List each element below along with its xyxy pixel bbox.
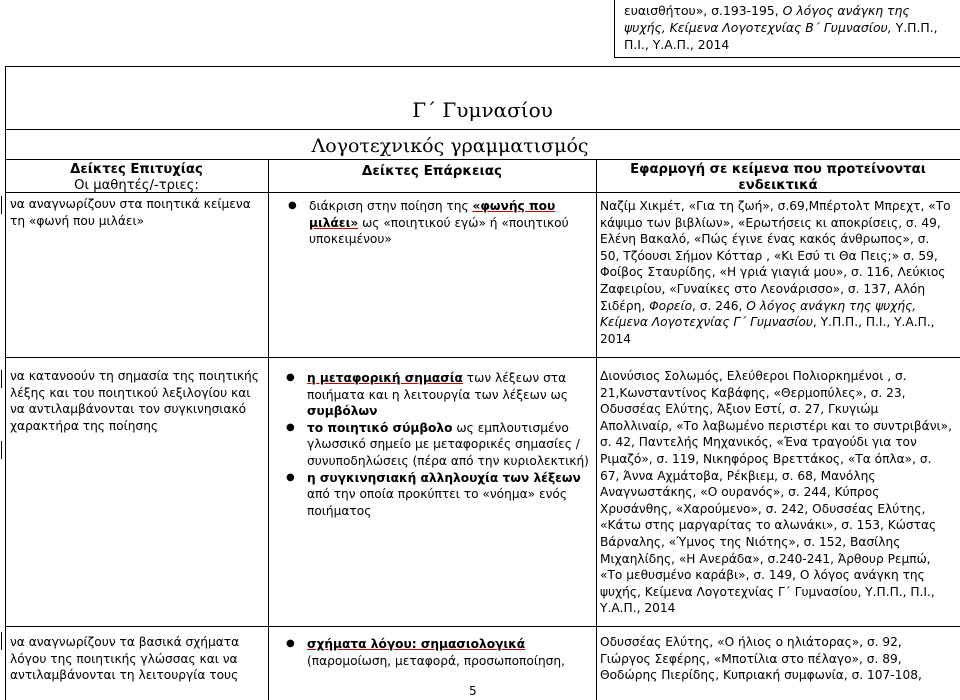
grid-left [5, 160, 6, 700]
grid-col1 [268, 160, 269, 700]
row2-success: να κατανοούν τη σημασία της ποιητικής λέξης και του ποιητικού λεξιλογίου και να αντιλαμβάνονται τον συγκινησιακό χαρακτήρα της ποίησης [10, 369, 259, 433]
row3-bullet: ● σχήματα λόγου: σημασιολογικά (παρομοίωση, μεταφορά, προσωποποίηση, [307, 636, 590, 669]
row2-bullet-2: ● το ποιητικό σύμβολο ως εμπλουτισμένο γλωσσικό σημείο με μεταφορικές σημασίες / συνυποδηλώσεις (πέρα από την κυριολεκτική) [307, 420, 590, 470]
col1-header: Δείκτες Επιτυχίας Οι μαθητές/-τριες: [5, 162, 268, 193]
grid-col2 [596, 160, 597, 700]
row2-bottom [5, 626, 960, 627]
row2-texts: Διονύσιος Σολωμός, Ελεύθεροι Πολιορκημένοι , σ. 21,Κωνσταντίνος Καβάφης, «Θερμοπύλες», σ. 23, Οδυσσέας Ελύτης, Άξιον Εστί, σ. 27, Γκυγιώμ Απολλιναίρ, «Το λαβωμένο περιστέρι και το συντριβάνι», σ. 42, Παντελής Μηχανικός, «Ένα τραγούδι για τον Ριμαζό», σ. 119, Νικηφόρος Βρεττάκος, «Τα όπλα», σ. 67, Άννα Αχμάτοβα, Ρέκβιεμ, σ. 68, Μανόλης Αναγνωστάκης, «Ο ουρανός», σ. 244, Κύπρος Χρυσάνθης, «Χαρούμενο», σ. 242, Οδυσσέας Ελύτης, «Κάτω στης μαργαρίτας το αλωνάκι», σ. 153, Κώστας Βάρναλης, «Ύμνος της Νιότης», σ. 152, Βασίλης Μιχαηλίδης, «Η Ανεράδα», σ.240-241, Άρθουρ Ρεμπώ, «Το μεθυσμένο καράβι», σ. 149, Ο λόγος ανάγκη της ψυχής, Κείμενα Λογοτεχνίας Γ΄ Γυμνασίου, Υ.Π.Π., Π.Ι., Υ.Α.Π., 2014 [600, 369, 952, 616]
margin-tick-1 [1, 196, 2, 214]
margin-tick-2 [1, 370, 2, 388]
row1-success: να αναγνωρίζουν στα ποιητικά κείμενα τη «φωνή που μιλάει» [10, 197, 251, 228]
row3-adequacy [283, 636, 590, 669]
top-right-text: ευαισθήτου», σ.193-195, Ο λόγος ανάγκη της ψυχής, Κείμενα Λογοτεχνίας Β΄ Γυμνασίου, Υ.Π.Π., Π.Ι., Υ.Α.Π., 2014 [624, 3, 938, 52]
margin-tick-4 [1, 632, 2, 650]
row1-adequacy [285, 198, 590, 248]
top-right-line2: Υ.Π.Π., Π.Ι., Υ.Α.Π., 2014 [624, 19, 938, 52]
row1-texts: Ναζίμ Χικμέτ, «Για τη ζωή», σ.69,Μπέρτολτ Μπρεχτ, «Το κάψιμο των βιβλίων», «Ερωτήσεις κι αποκρίσεις, σ. 49, Ελένη Βακαλό, «Πώς έγινε ένας κακός άνθρωπος», σ. 50, Τζόουσι Σήμον Κότταρ , «Κι Εσύ τι Θα Πεις;» σ. 59, Φοίβος Σταυρίδης, «Η γριά γιαγιά μου», σ. 116, Λεύκιος Ζαφειρίου, «Γυναίκες στο Λεονάρισσο», σ. 137, Αλόη Σιδέρη, Φορείο, σ. 246, Ο λόγος ανάγκη της ψυχής, Κείμενα Λογοτεχνίας Γ΄ Γυμνασίου, Υ.Π.Π., Π.Ι., Υ.Α.Π., 2014 [600, 199, 951, 346]
grade-title: Γ΄ Γυμνασίου [412, 98, 553, 122]
row2-bullet-1: ● η μεταφορική σημασία των λέξεων στα ποιήματα και η λειτουργία των λέξεων ως συμβόλων [307, 370, 590, 420]
col2-header: Δείκτες Επάρκειας [361, 163, 503, 179]
col1-subheader: Οι μαθητές/-τριες: [74, 177, 199, 193]
col3-header: Εφαρμογή σε κείμενα που προτείνονται ενδεικτικά [630, 162, 926, 193]
row1-bullet: ● διάκριση στην ποίηση της «φωνής που μιλάει» ως «ποιητικού εγώ» ή «ποιητικού υποκειμένου» [309, 198, 590, 248]
subtitle: Λογοτεχνικός γραμματισμός [311, 135, 589, 157]
row1-bottom [5, 357, 960, 358]
row2-bullet-3: ● η συγκινησιακή αλληλουχία των λέξεων από την οποία προκύπτει το «νόημα» ενός ποιήματος [307, 470, 590, 520]
page-number: 5 [469, 684, 477, 698]
row2-adequacy [283, 370, 590, 519]
row3-success: να αναγνωρίζουν τα βασικά σχήματα λόγου της ποιητικής γλώσσας και να αντιλαμβάνονται τη λειτουργία τους [10, 635, 240, 683]
margin-tick-3 [1, 441, 2, 459]
row3-texts: Οδυσσέας Ελύτης, «Ο ήλιος ο ηλιάτορας», σ. 92, Γιώργος Σεφέρης, «Μποτίλια στο πέλαγο», σ. 89, Θοδώρης Πιερίδης, Κυπριακή συμφωνία, σ. 107-108, [600, 635, 922, 683]
